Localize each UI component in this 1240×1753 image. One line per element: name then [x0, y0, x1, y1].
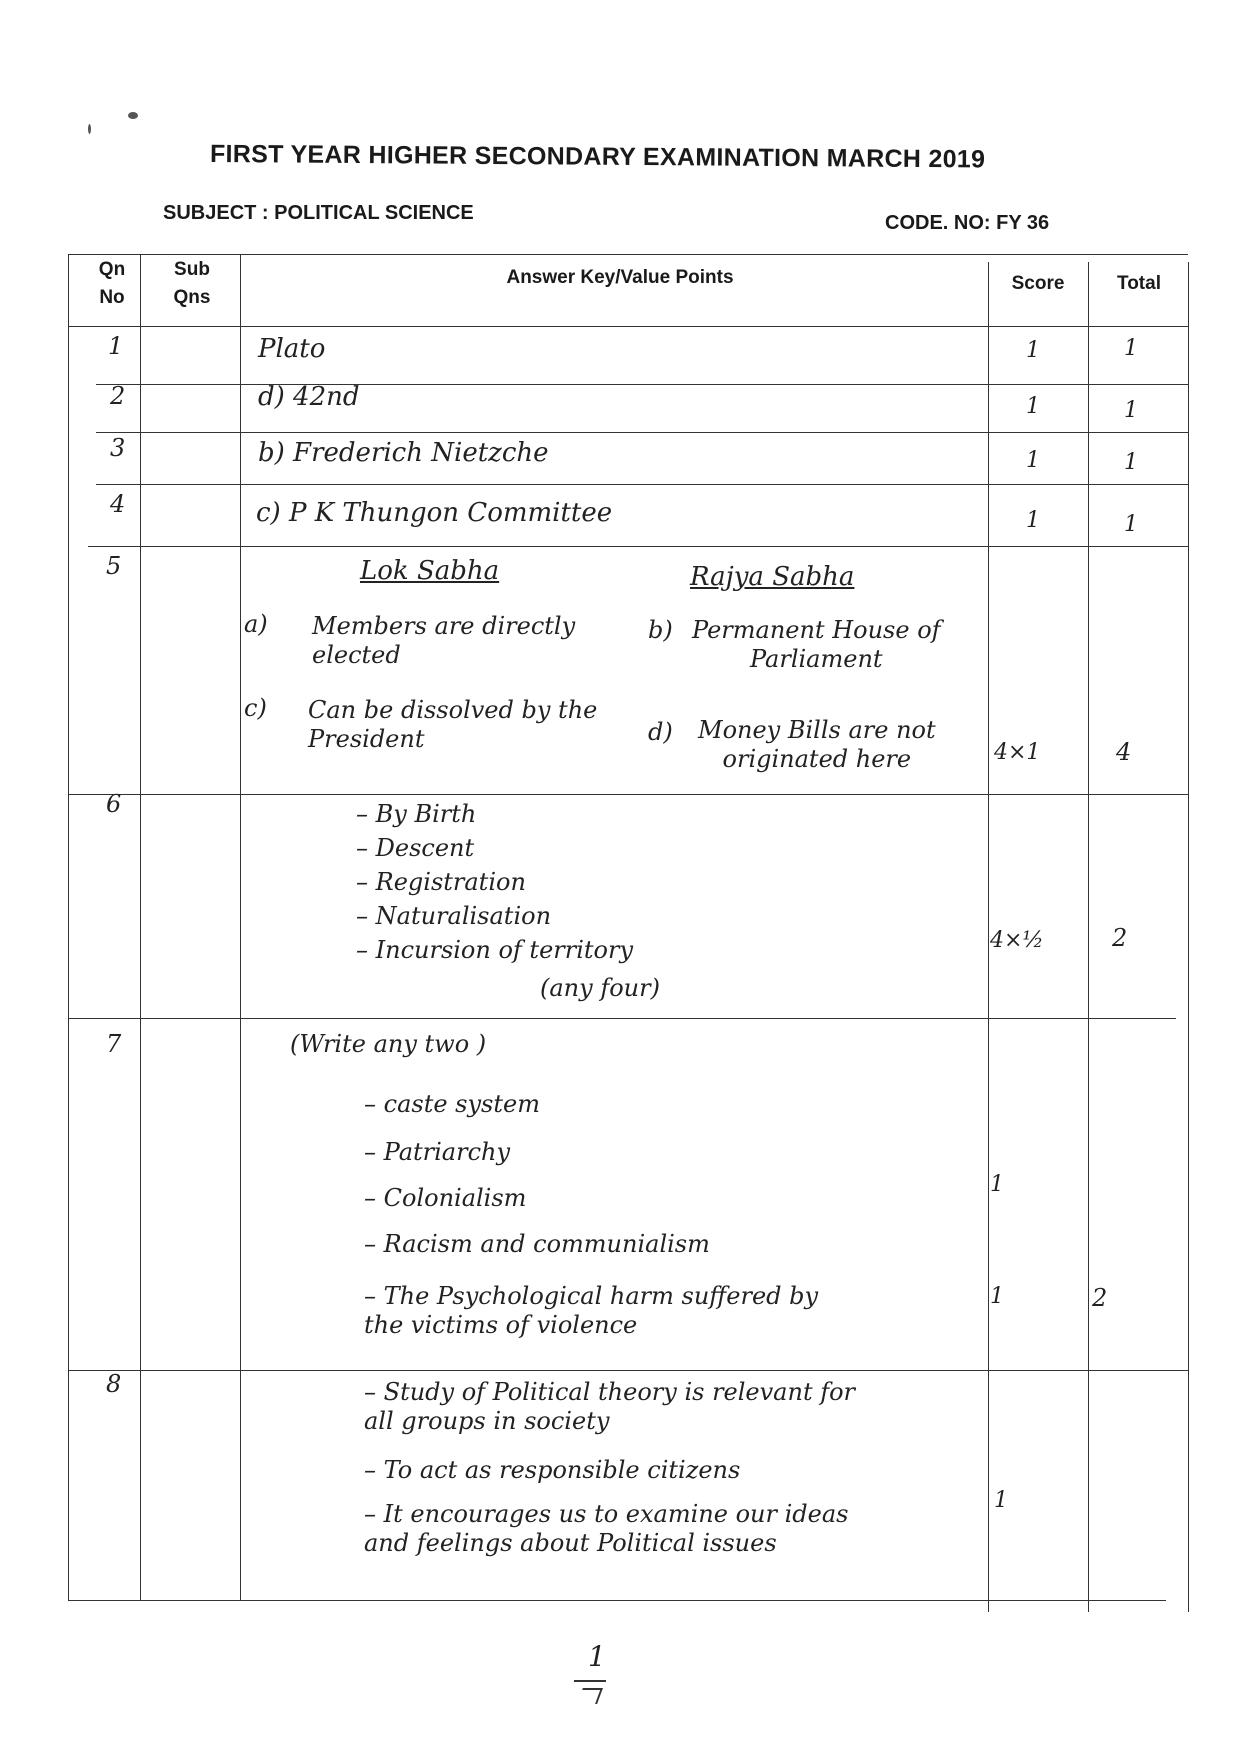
point-6-3: – Registration	[356, 868, 526, 896]
answer-4: c) P K Thungon Committee	[256, 498, 613, 528]
total-3: 1	[1124, 450, 1138, 475]
point-7-3: – Colonialism	[364, 1184, 527, 1212]
row-divider	[68, 1370, 1188, 1371]
page-mark-fraction-bar	[574, 1680, 606, 1682]
score-6: 4×½	[990, 928, 1044, 953]
point-8-1: – Study of Political theory is relevant for all groups in society	[364, 1378, 856, 1435]
col-divider-score	[1088, 262, 1089, 1612]
scan-speck	[88, 124, 91, 134]
qn-4: 4	[110, 490, 126, 518]
table-border-left	[68, 254, 69, 1600]
answer-5d: Money Bills are not originated here	[698, 716, 936, 773]
col-header-answer: Answer Key/Value Points	[506, 267, 734, 288]
answer-2: d) 42nd	[258, 382, 360, 412]
total-2: 1	[1124, 398, 1138, 423]
col-divider-qn	[140, 254, 141, 1600]
scan-speck	[128, 112, 138, 119]
row-divider	[96, 484, 1188, 485]
point-6-2: – Descent	[356, 834, 475, 862]
answer-1: Plato	[258, 334, 326, 364]
label-c: c)	[244, 694, 267, 722]
note-6: (any four)	[540, 974, 660, 1002]
total-4: 1	[1124, 512, 1138, 537]
table-border-top	[68, 254, 1188, 255]
qn-1: 1	[108, 332, 124, 360]
qn-2: 2	[110, 382, 126, 410]
label-d: d)	[648, 718, 673, 746]
row-divider	[68, 1018, 1176, 1019]
answer-5b: Permanent House of Parliament	[692, 616, 941, 673]
row-divider	[88, 546, 1188, 547]
total-7: 2	[1092, 1284, 1108, 1312]
answer-5c: Can be dissolved by the President	[308, 696, 598, 753]
score-7b: 1	[990, 1284, 1004, 1309]
table-border-right	[1188, 262, 1189, 1612]
col-header-qn: Qn No	[98, 259, 126, 308]
col-header-score: Score	[1011, 273, 1065, 294]
qn-3: 3	[110, 434, 126, 462]
point-7-1: – caste system	[364, 1090, 540, 1118]
qn-7: 7	[106, 1030, 122, 1058]
qn-6: 6	[106, 790, 122, 818]
rajya-sabha-heading: Rajya Sabha	[690, 562, 855, 592]
point-7-5: – The Psychological harm suffered by the victims of violence	[364, 1282, 819, 1339]
score-1: 1	[1026, 338, 1040, 363]
lok-sabha-heading: Lok Sabha	[360, 556, 500, 586]
code-label: CODE. NO: FY 36	[885, 212, 1050, 234]
qn-8: 8	[106, 1370, 122, 1398]
intro-7: (Write any two )	[290, 1030, 487, 1058]
point-7-2: – Patriarchy	[364, 1138, 511, 1166]
label-b: b)	[648, 616, 673, 644]
point-7-4: – Racism and communialism	[364, 1230, 710, 1258]
qn-5: 5	[106, 552, 122, 580]
point-6-1: – By Birth	[356, 800, 477, 828]
row-divider	[96, 432, 1188, 433]
exam-title: FIRST YEAR HIGHER SECONDARY EXAMINATION MARCH 2019	[209, 140, 986, 174]
table-border-bottom	[68, 1600, 1166, 1601]
score-7a: 1	[990, 1172, 1004, 1197]
point-6-4: – Naturalisation	[356, 902, 552, 930]
point-8-3: – It encourages us to examine our ideas and feelings about Political issues	[364, 1500, 849, 1557]
point-8-2: – To act as responsible citizens	[364, 1456, 741, 1484]
col-divider-sub	[240, 254, 241, 1600]
score-8: 1	[994, 1488, 1008, 1513]
score-5: 4×1	[994, 740, 1041, 765]
page-mark-seven-glyph	[577, 1688, 603, 1704]
row-divider	[68, 326, 1188, 327]
row-divider	[68, 794, 1188, 795]
score-4: 1	[1026, 508, 1040, 533]
col-header-total: Total	[1117, 273, 1161, 294]
subject-label: SUBJECT : POLITICAL SCIENCE	[163, 202, 474, 224]
point-6-5: – Incursion of territory	[356, 936, 634, 964]
score-2: 1	[1026, 394, 1040, 419]
page-mark: 1	[588, 1640, 606, 1673]
total-5: 4	[1116, 738, 1132, 766]
answer-3: b) Frederich Nietzche	[258, 438, 549, 468]
total-6: 2	[1112, 924, 1128, 952]
col-divider-answer	[988, 262, 989, 1612]
score-3: 1	[1026, 448, 1040, 473]
total-1: 1	[1124, 336, 1138, 361]
label-a: a)	[244, 610, 268, 638]
answer-5a: Members are directly elected	[312, 612, 576, 669]
col-header-sub: Sub Qns	[173, 259, 211, 308]
